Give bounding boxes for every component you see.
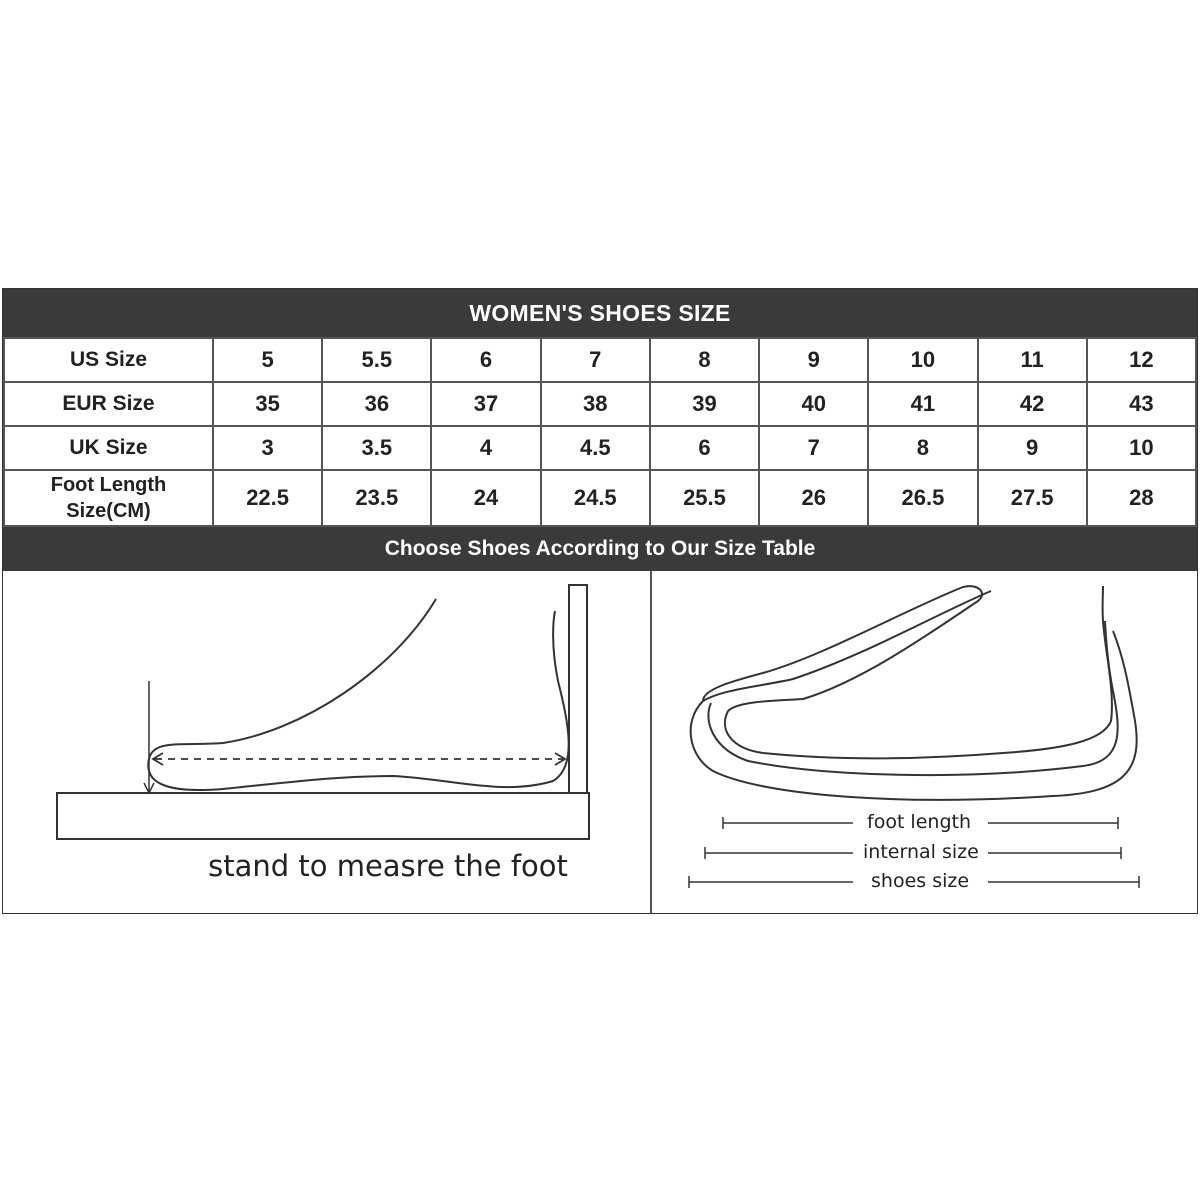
table-cell: 7 — [759, 426, 868, 470]
row-label-us: US Size — [4, 338, 213, 382]
row-label-eur: EUR Size — [4, 382, 213, 426]
table-cell: 43 — [1087, 382, 1196, 426]
table-cell: 5 — [213, 338, 322, 382]
table-cell: 10 — [1087, 426, 1196, 470]
table-cell: 10 — [868, 338, 977, 382]
table-cell: 27.5 — [978, 470, 1087, 526]
shoe-size-illustration — [3, 571, 1199, 913]
row-label-line: Foot Length — [50, 474, 167, 496]
table-cell: 6 — [650, 426, 759, 470]
foot-inside-outline — [725, 586, 1112, 758]
table-cell: 26.5 — [868, 470, 977, 526]
table-cell: 5.5 — [322, 338, 431, 382]
table-cell: 38 — [541, 382, 650, 426]
table-cell: 41 — [868, 382, 977, 426]
table-cell: 28 — [1087, 470, 1196, 526]
table-cell: 4 — [431, 426, 540, 470]
subtitle-bar: Choose Shoes According to Our Size Table — [3, 527, 1197, 571]
table-cell: 40 — [759, 382, 868, 426]
table-cell: 24.5 — [541, 470, 650, 526]
table-row — [4, 470, 1196, 526]
shoes-size-label: shoes size — [865, 870, 975, 892]
table-row — [4, 382, 1196, 426]
left-caption: stand to measre the foot — [208, 849, 568, 883]
table-cell: 4.5 — [541, 426, 650, 470]
chart-title: WOMEN'S SHOES SIZE — [3, 289, 1197, 337]
table-cell: 7 — [541, 338, 650, 382]
internal-size-label: internal size — [857, 841, 985, 863]
row-label-foot-length — [4, 470, 213, 526]
table-cell: 22.5 — [213, 470, 322, 526]
table-cell: 6 — [431, 338, 540, 382]
table-cell: 9 — [978, 426, 1087, 470]
row-label-uk: UK Size — [4, 426, 213, 470]
row-label-line: Size(CM) — [66, 500, 151, 522]
table-cell: 37 — [431, 382, 540, 426]
illustration-panels — [3, 571, 1197, 913]
size-chart — [2, 288, 1198, 914]
table-cell: 24 — [431, 470, 540, 526]
table-cell: 26 — [759, 470, 868, 526]
table-cell: 25.5 — [650, 470, 759, 526]
table-cell: 3 — [213, 426, 322, 470]
table-cell: 8 — [650, 338, 759, 382]
table-cell: 12 — [1087, 338, 1196, 382]
table-cell: 8 — [868, 426, 977, 470]
table-cell: 9 — [759, 338, 868, 382]
size-table — [3, 337, 1197, 527]
table-cell: 36 — [322, 382, 431, 426]
table-row — [4, 426, 1196, 470]
table-cell: 35 — [213, 382, 322, 426]
table-cell: 11 — [978, 338, 1087, 382]
table-row — [4, 338, 1196, 382]
foot-length-label: foot length — [861, 811, 977, 833]
table-cell: 23.5 — [322, 470, 431, 526]
table-cell: 39 — [650, 382, 759, 426]
table-cell: 42 — [978, 382, 1087, 426]
table-cell: 3.5 — [322, 426, 431, 470]
